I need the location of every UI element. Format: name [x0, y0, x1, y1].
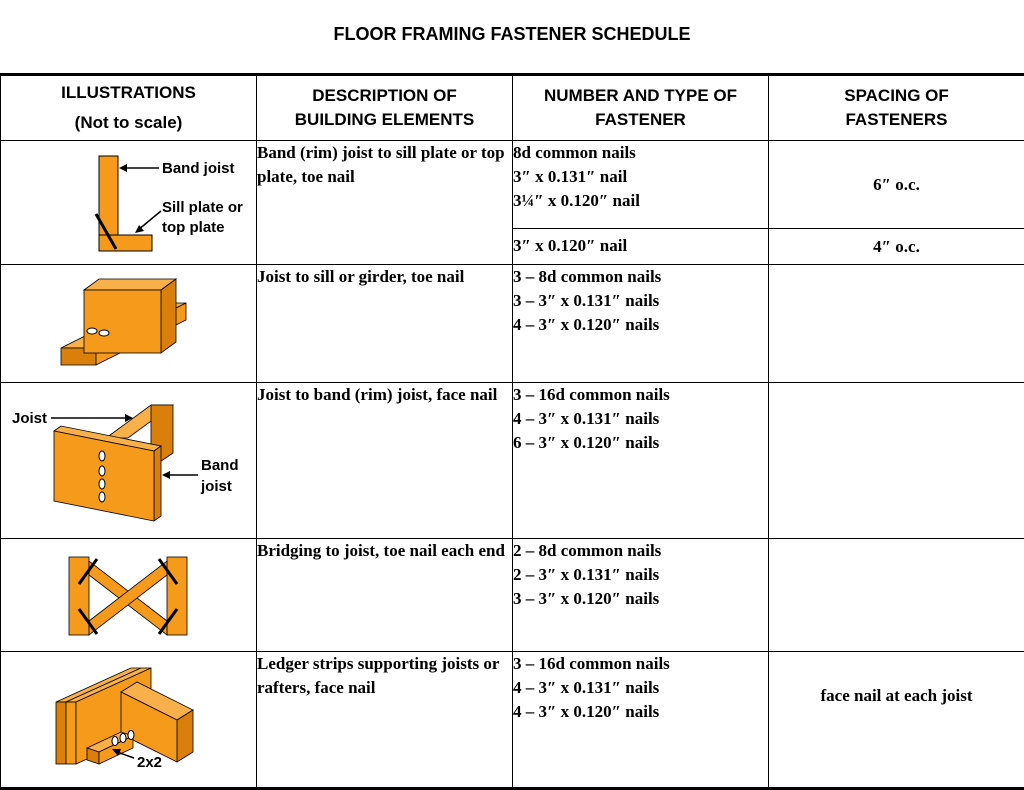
- illustration-joist-band: [1, 383, 257, 539]
- fastener-cell: [513, 383, 769, 539]
- illustration-bridging: [1, 539, 257, 652]
- illustration-band-joist: [1, 141, 257, 265]
- description-cell: Ledger strips supporting joists or rafters, face nail: [257, 652, 513, 789]
- fastener-cell: [513, 229, 769, 265]
- nail-icon: [99, 479, 105, 489]
- description-cell: Bridging to joist, toe nail each end: [257, 539, 513, 652]
- description-cell: Band (rim) joist to sill plate or top plate, toe nail: [257, 141, 513, 265]
- fastener-line: 3 – 3″ x 0.131″ nails: [513, 289, 768, 313]
- fastener-line: 4 – 3″ x 0.131″ nails: [513, 676, 768, 700]
- table-row: [1, 265, 1024, 383]
- ledger-illustration: [1, 652, 256, 782]
- label-joist-2: joist: [200, 478, 232, 495]
- label-sill-plate: Sill plate or: [162, 199, 243, 216]
- fastener-line: 4 – 3″ x 0.120″ nails: [513, 313, 768, 337]
- label-band-joist: Band joist: [162, 160, 235, 177]
- fastener-cell: [513, 539, 769, 652]
- header-description-line1: DESCRIPTION OF: [257, 84, 512, 108]
- fastener-cell: [513, 141, 769, 229]
- header-description-line2: BUILDING ELEMENTS: [257, 108, 512, 132]
- spacing-cell: face nail at each joist: [769, 652, 1024, 789]
- header-description: [257, 75, 513, 141]
- fastener-line: 3″ x 0.120″ nail: [513, 234, 768, 258]
- fastener-line: 4 – 3″ x 0.120″ nails: [513, 700, 768, 724]
- arrow-head-icon: [162, 471, 170, 479]
- spacing-cell: [769, 265, 1024, 383]
- fastener-line: 2 – 3″ x 0.131″ nails: [513, 563, 768, 587]
- joist-shape: [84, 279, 176, 290]
- band-joist-sill-illustration: [1, 141, 256, 259]
- table-row: [1, 539, 1024, 652]
- joist-band-illustration: [1, 383, 256, 533]
- header-illustrations: [1, 75, 257, 141]
- spacing-cell: [769, 539, 1024, 652]
- description-cell: Joist to sill or girder, toe nail: [257, 265, 513, 383]
- header-fastener-line1: NUMBER AND TYPE OF: [513, 84, 768, 108]
- arrow-line: [138, 211, 161, 230]
- joist-left-shape: [69, 557, 89, 635]
- sill-plate-shape: [99, 235, 152, 251]
- arrow-line: [117, 752, 134, 758]
- header-fastener: [513, 75, 769, 141]
- fastener-line: 3 – 16d common nails: [513, 652, 768, 676]
- joist-right-shape: [167, 557, 187, 635]
- arrow-head-icon: [119, 164, 127, 172]
- illustration-joist-sill: [1, 265, 257, 383]
- joist-sill-illustration: [1, 265, 256, 377]
- table-row: [1, 383, 1024, 539]
- fastener-line: 3 – 16d common nails: [513, 383, 768, 407]
- nail-icon: [87, 328, 97, 334]
- label-joist: Joist: [12, 410, 47, 427]
- header-spacing-line1: SPACING OF: [769, 84, 1024, 108]
- spacing-cell: [769, 383, 1024, 539]
- page-title: FLOOR FRAMING FASTENER SCHEDULE: [0, 24, 1024, 45]
- nail-icon: [99, 451, 105, 461]
- nail-icon: [120, 734, 126, 743]
- fastener-line: 4 – 3″ x 0.131″ nails: [513, 407, 768, 431]
- nail-icon: [99, 330, 109, 336]
- fastener-line: 3¼″ x 0.120″ nail: [513, 189, 768, 213]
- label-2x2: 2x2: [137, 754, 162, 771]
- nail-icon: [128, 731, 134, 740]
- nail-icon: [112, 737, 118, 746]
- header-illustrations-line2: (Not to scale): [1, 111, 256, 135]
- fastener-line: 6 – 3″ x 0.120″ nails: [513, 431, 768, 455]
- fastener-cell: [513, 265, 769, 383]
- bridging-illustration: [1, 539, 256, 646]
- nail-icon: [99, 466, 105, 476]
- description-cell: Joist to band (rim) joist, face nail: [257, 383, 513, 539]
- label-band: Band: [201, 457, 239, 474]
- fastener-schedule-table: [0, 73, 1024, 790]
- spacing-cell: 4″ o.c.: [769, 229, 1024, 265]
- fastener-line: 3 – 3″ x 0.120″ nails: [513, 587, 768, 611]
- fastener-line: 2 – 8d common nails: [513, 539, 768, 563]
- nail-icon: [99, 492, 105, 502]
- table-row: [1, 141, 1024, 229]
- header-fastener-line2: FASTENER: [513, 108, 768, 132]
- fastener-line: 8d common nails: [513, 141, 768, 165]
- header-row: [1, 75, 1024, 141]
- label-top-plate: top plate: [162, 219, 225, 236]
- spacing-cell: 6″ o.c.: [769, 141, 1024, 229]
- fastener-line: 3 – 8d common nails: [513, 265, 768, 289]
- header-spacing: [769, 75, 1024, 141]
- header-illustrations-line1: ILLUSTRATIONS: [1, 81, 256, 105]
- header-spacing-line2: FASTENERS: [769, 108, 1024, 132]
- fastener-line: 3″ x 0.131″ nail: [513, 165, 768, 189]
